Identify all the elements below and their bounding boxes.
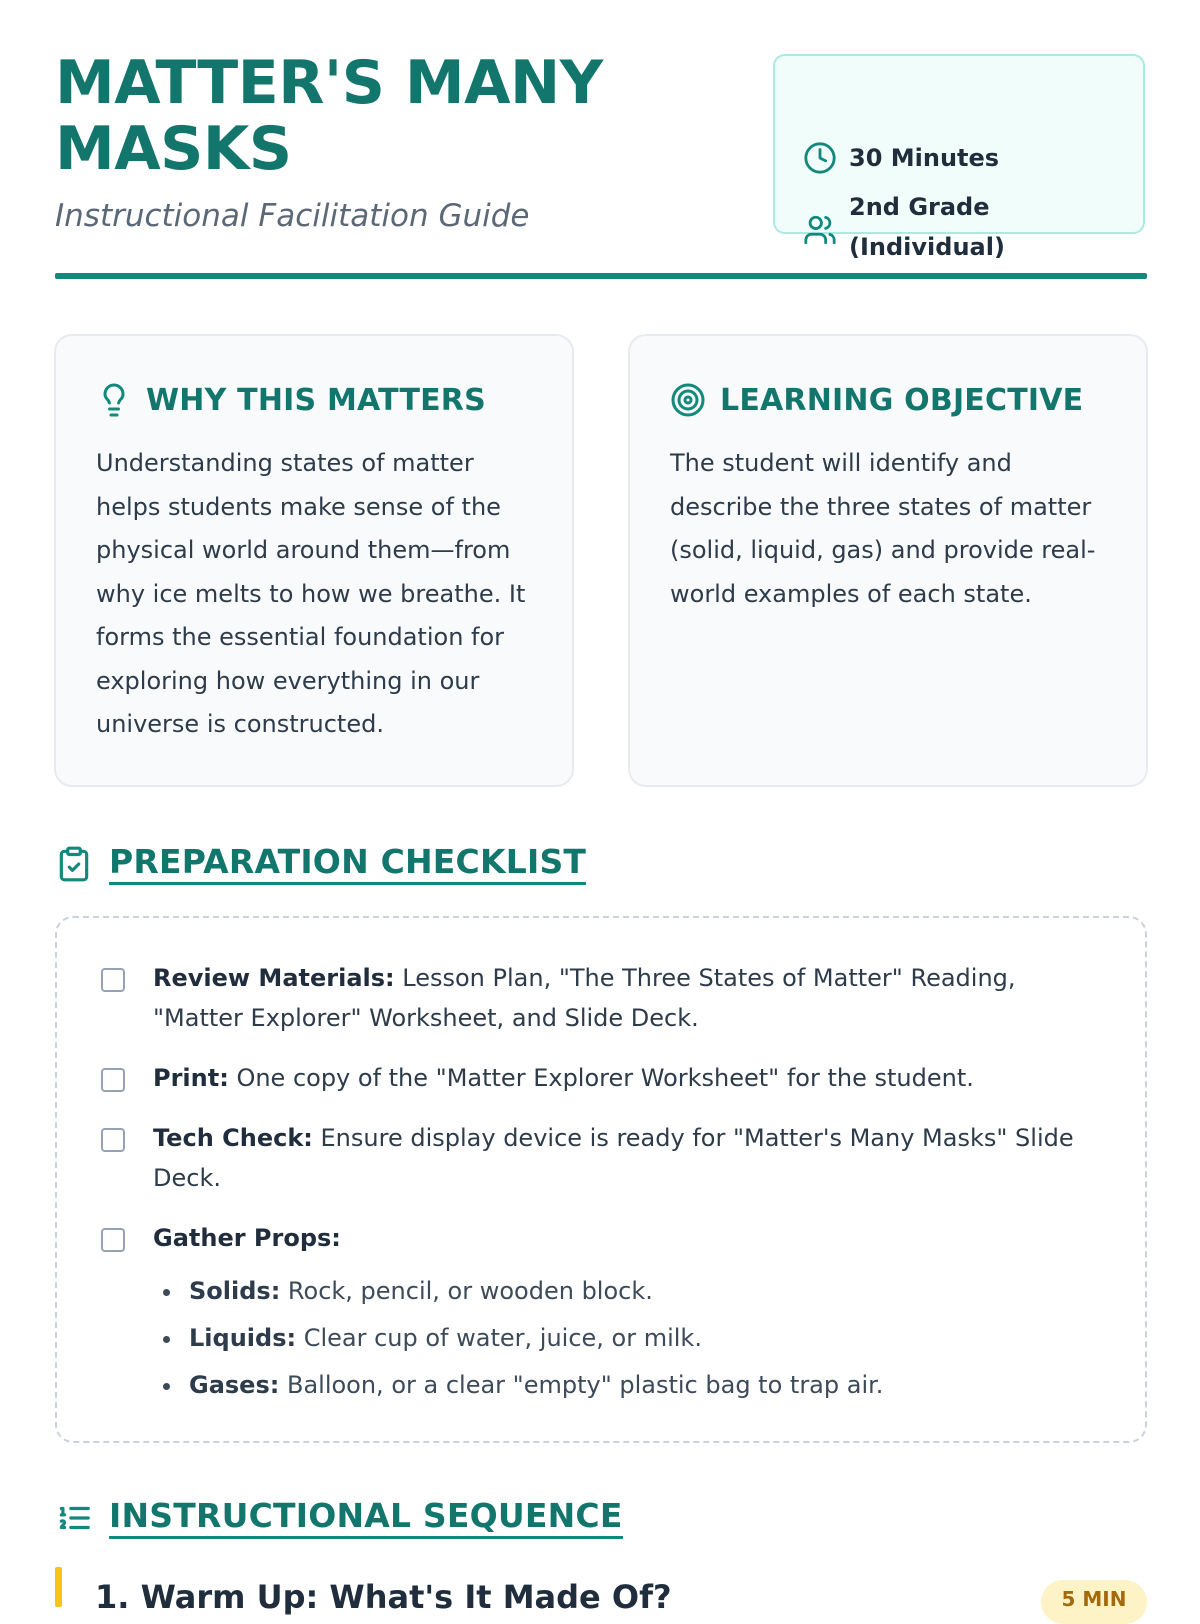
grade-row: [803, 187, 1005, 267]
grade-text: 2nd Grade (Individual): [849, 193, 1005, 261]
checklist-item-detail: One copy of the "Matter Explorer Worksheet" for the student.: [228, 1064, 974, 1092]
checklist-item-text: [153, 1218, 341, 1258]
prop-detail: Balloon, or a clear "empty" plastic bag to trap air.: [279, 1371, 884, 1399]
props-list-item-solids: [157, 1268, 883, 1315]
prop-detail: Clear cup of water, juice, or milk.: [296, 1324, 702, 1352]
lesson-meta-box: [773, 54, 1145, 261]
objective-card-heading: LEARNING OBJECTIVE: [720, 382, 1084, 418]
numbered-list-icon: [55, 1499, 93, 1537]
clock-icon: [803, 141, 837, 175]
checklist-item-text: [153, 1058, 974, 1098]
learning-objective-card: [628, 334, 1148, 787]
prop-label: Liquids:: [189, 1324, 297, 1352]
users-icon: [803, 213, 837, 247]
step-title: 1. Warm Up: What's It Made Of?: [95, 1578, 672, 1616]
prop-detail: Rock, pencil, or wooden block.: [280, 1277, 653, 1305]
preparation-heading: PREPARATION CHECKLIST: [109, 842, 586, 885]
props-list: [157, 1268, 883, 1409]
why-card-heading: WHY THIS MATTERS: [146, 382, 486, 418]
target-icon: [670, 382, 706, 418]
why-card-header: [96, 382, 486, 418]
checkbox-review-materials[interactable]: [101, 968, 125, 992]
duration-text: 30 Minutes: [849, 144, 1000, 172]
prop-label: Gases:: [189, 1371, 280, 1399]
checklist-item-label: Gather Props:: [153, 1224, 341, 1252]
checklist-item-label: Print:: [153, 1064, 229, 1092]
checklist-item-detail: Lesson Plan, "The Three States of Matter" Reading, "Matter Explorer" Worksheet, and Slide Deck.: [153, 964, 1016, 1032]
checklist-item-gather-props: [101, 1218, 1091, 1258]
step-accent-bar: [55, 1567, 62, 1607]
checkbox-gather-props[interactable]: [101, 1228, 125, 1252]
checklist-item-label: Tech Check:: [153, 1124, 313, 1152]
checklist-item-review-materials: [101, 958, 1091, 1038]
checklist-item-text: [153, 958, 1091, 1038]
checklist-item-detail: Ensure display device is ready for "Matter's Many Masks" Slide Deck.: [153, 1124, 1074, 1192]
preparation-checklist: [55, 916, 1147, 1443]
checklist-item-tech-check: [101, 1118, 1091, 1198]
checklist-item-label: Review Materials:: [153, 964, 395, 992]
objective-card-header: [670, 382, 1083, 418]
sequence-heading: INSTRUCTIONAL SEQUENCE: [109, 1496, 623, 1539]
checklist-item-print: [101, 1058, 1091, 1098]
checklist-item-text: [153, 1118, 1091, 1198]
preparation-section-header: [55, 842, 586, 885]
clipboard-check-icon: [55, 845, 93, 883]
checkbox-print[interactable]: [101, 1068, 125, 1092]
page-subtitle: Instructional Facilitation Guide: [55, 198, 530, 234]
sequence-section-header: [55, 1496, 623, 1539]
props-list-item-liquids: [157, 1315, 883, 1362]
header-divider: [55, 273, 1147, 279]
page-title: MATTER'S MANY MASKS: [55, 48, 603, 184]
duration-row: [803, 138, 999, 178]
props-list-item-gases: [157, 1362, 883, 1409]
why-this-matters-card: [54, 334, 574, 787]
prop-label: Solids:: [189, 1277, 281, 1305]
step-duration-badge: 5 MIN: [1041, 1580, 1147, 1624]
objective-card-body: The student will identify and describe the three states of matter (solid, liquid, gas) and provide real-world examples of each state.: [670, 449, 1096, 608]
checkbox-tech-check[interactable]: [101, 1128, 125, 1152]
why-card-body: Understanding states of matter helps students make sense of the physical world around them—from why ice melts to how we breathe. It forms the essential foundation for exploring how everything in our universe is constructed.: [96, 449, 526, 738]
lightbulb-icon: [96, 382, 132, 418]
